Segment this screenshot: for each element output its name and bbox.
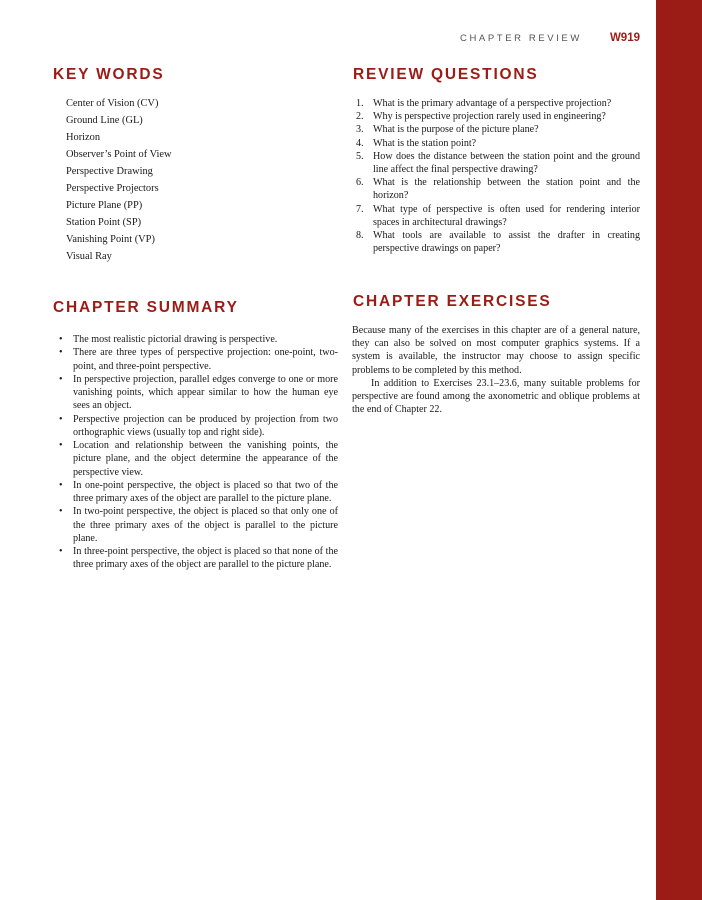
- question-text: Why is perspective projection rarely used in engineering?: [373, 111, 606, 123]
- question-number: 3.: [356, 124, 364, 136]
- summary-text: In perspective projection, parallel edges converge to one or more vanishing points, which appear similar to how the human eye sees an object.: [73, 373, 338, 412]
- bullet-glyph: •: [59, 347, 63, 359]
- review-question: [352, 137, 640, 150]
- question-number: 7.: [356, 203, 364, 215]
- key-word-item: Vanishing Point (VP): [66, 234, 155, 245]
- summary-item: [57, 505, 338, 545]
- summary-item: [57, 479, 338, 506]
- summary-item: [57, 346, 338, 373]
- summary-text: Location and relationship between the vanishing points, the picture plane, and the object determine the appearance of the perspective view.: [73, 440, 338, 478]
- summary-text: Perspective projection can be produced by projection from two orthographic views (usually top and right side).: [73, 413, 338, 438]
- chapter-exercises-heading: CHAPTER EXERCISES: [353, 293, 552, 310]
- key-words-heading: KEY WORDS: [53, 66, 165, 83]
- chapter-exercises-body: [352, 324, 640, 416]
- question-number: 4.: [356, 137, 364, 149]
- question-number: 2.: [356, 111, 364, 123]
- exercises-paragraph: Because many of the exercises in this chapter are of a general nature, they can also be solved on most computer graphics systems. If a system is available, the instructor may choose to assign specific problems to be completed by this method.: [352, 325, 640, 376]
- summary-text: In two-point perspective, the object is placed so that only one of the three primary axes of the object is parallel to the picture plane.: [73, 506, 338, 544]
- summary-text: In three-point perspective, the object is placed so that none of the three primary axes of the object are parallel to the picture plane.: [73, 546, 338, 571]
- question-text: What tools are available to assist the drafter in creating perspective drawings on paper?: [373, 230, 640, 255]
- question-number: 8.: [356, 230, 364, 242]
- page-number: W919: [609, 32, 640, 44]
- question-number: 1.: [356, 98, 364, 109]
- key-word-item: Picture Plane (PP): [66, 200, 143, 211]
- question-text: What is the primary advantage of a perspective projection?: [373, 98, 612, 109]
- summary-text: The most realistic pictorial drawing is perspective.: [73, 334, 278, 345]
- key-word-item: Center of Vision (CV): [66, 98, 159, 109]
- running-head: [380, 33, 642, 47]
- bullet-glyph: •: [59, 506, 63, 518]
- question-number: 5.: [356, 150, 364, 162]
- summary-item: [57, 413, 338, 440]
- summary-item: [57, 545, 338, 572]
- review-question: [352, 229, 640, 255]
- chapter-summary-list: [57, 333, 338, 572]
- summary-text: In one-point perspective, the object is placed so that two of the three primary axes of the object are parallel to the picture plane.: [73, 479, 338, 504]
- bullet-glyph: •: [59, 479, 63, 491]
- bullet-glyph: •: [59, 334, 63, 345]
- question-text: What is the relationship between the station point and the horizon?: [373, 177, 640, 202]
- side-color-band: [656, 0, 702, 900]
- question-text: What type of perspective is often used for rendering interior spaces in architectural drawings?: [373, 203, 640, 228]
- question-text: What is the station point?: [373, 137, 477, 149]
- key-word-item: Observer’s Point of View: [66, 149, 172, 160]
- summary-item: [57, 439, 338, 479]
- review-questions-list: [352, 97, 640, 255]
- review-question: [352, 150, 640, 176]
- key-word-item: Perspective Drawing: [66, 166, 153, 177]
- review-question: [352, 123, 640, 136]
- review-question: [352, 97, 640, 110]
- key-word-item: Station Point (SP): [66, 217, 142, 228]
- bullet-glyph: •: [59, 546, 63, 557]
- review-question: [352, 176, 640, 202]
- summary-item: [57, 373, 338, 413]
- chapter-summary-heading: CHAPTER SUMMARY: [53, 299, 239, 316]
- review-questions-heading: REVIEW QUESTIONS: [353, 66, 539, 83]
- bullet-glyph: •: [59, 413, 63, 425]
- summary-text: There are three types of perspective projection: one-point, two-point, and three-point perspective.: [73, 347, 338, 372]
- question-text: What is the purpose of the picture plane?: [373, 124, 539, 136]
- key-words-list: [66, 95, 171, 265]
- review-question: [352, 203, 640, 229]
- question-number: 6.: [356, 177, 364, 189]
- bullet-glyph: •: [59, 373, 63, 385]
- key-word-item: Perspective Projectors: [66, 183, 159, 194]
- bullet-glyph: •: [59, 440, 63, 451]
- key-word-item: Ground Line (GL): [66, 115, 143, 126]
- key-word-item: Horizon: [66, 132, 101, 143]
- running-head-label: CHAPTER REVIEW: [460, 33, 582, 44]
- exercises-paragraph: In addition to Exercises 23.1–23.6, many suitable problems for perspective are found among the axonometric and oblique problems at the end of Chapter 22.: [352, 377, 640, 416]
- key-word-item: Visual Ray: [66, 251, 112, 262]
- review-question: [352, 110, 640, 123]
- summary-item: [57, 333, 338, 346]
- question-text: How does the distance between the station point and the ground line affect the final perspective drawing?: [373, 150, 640, 176]
